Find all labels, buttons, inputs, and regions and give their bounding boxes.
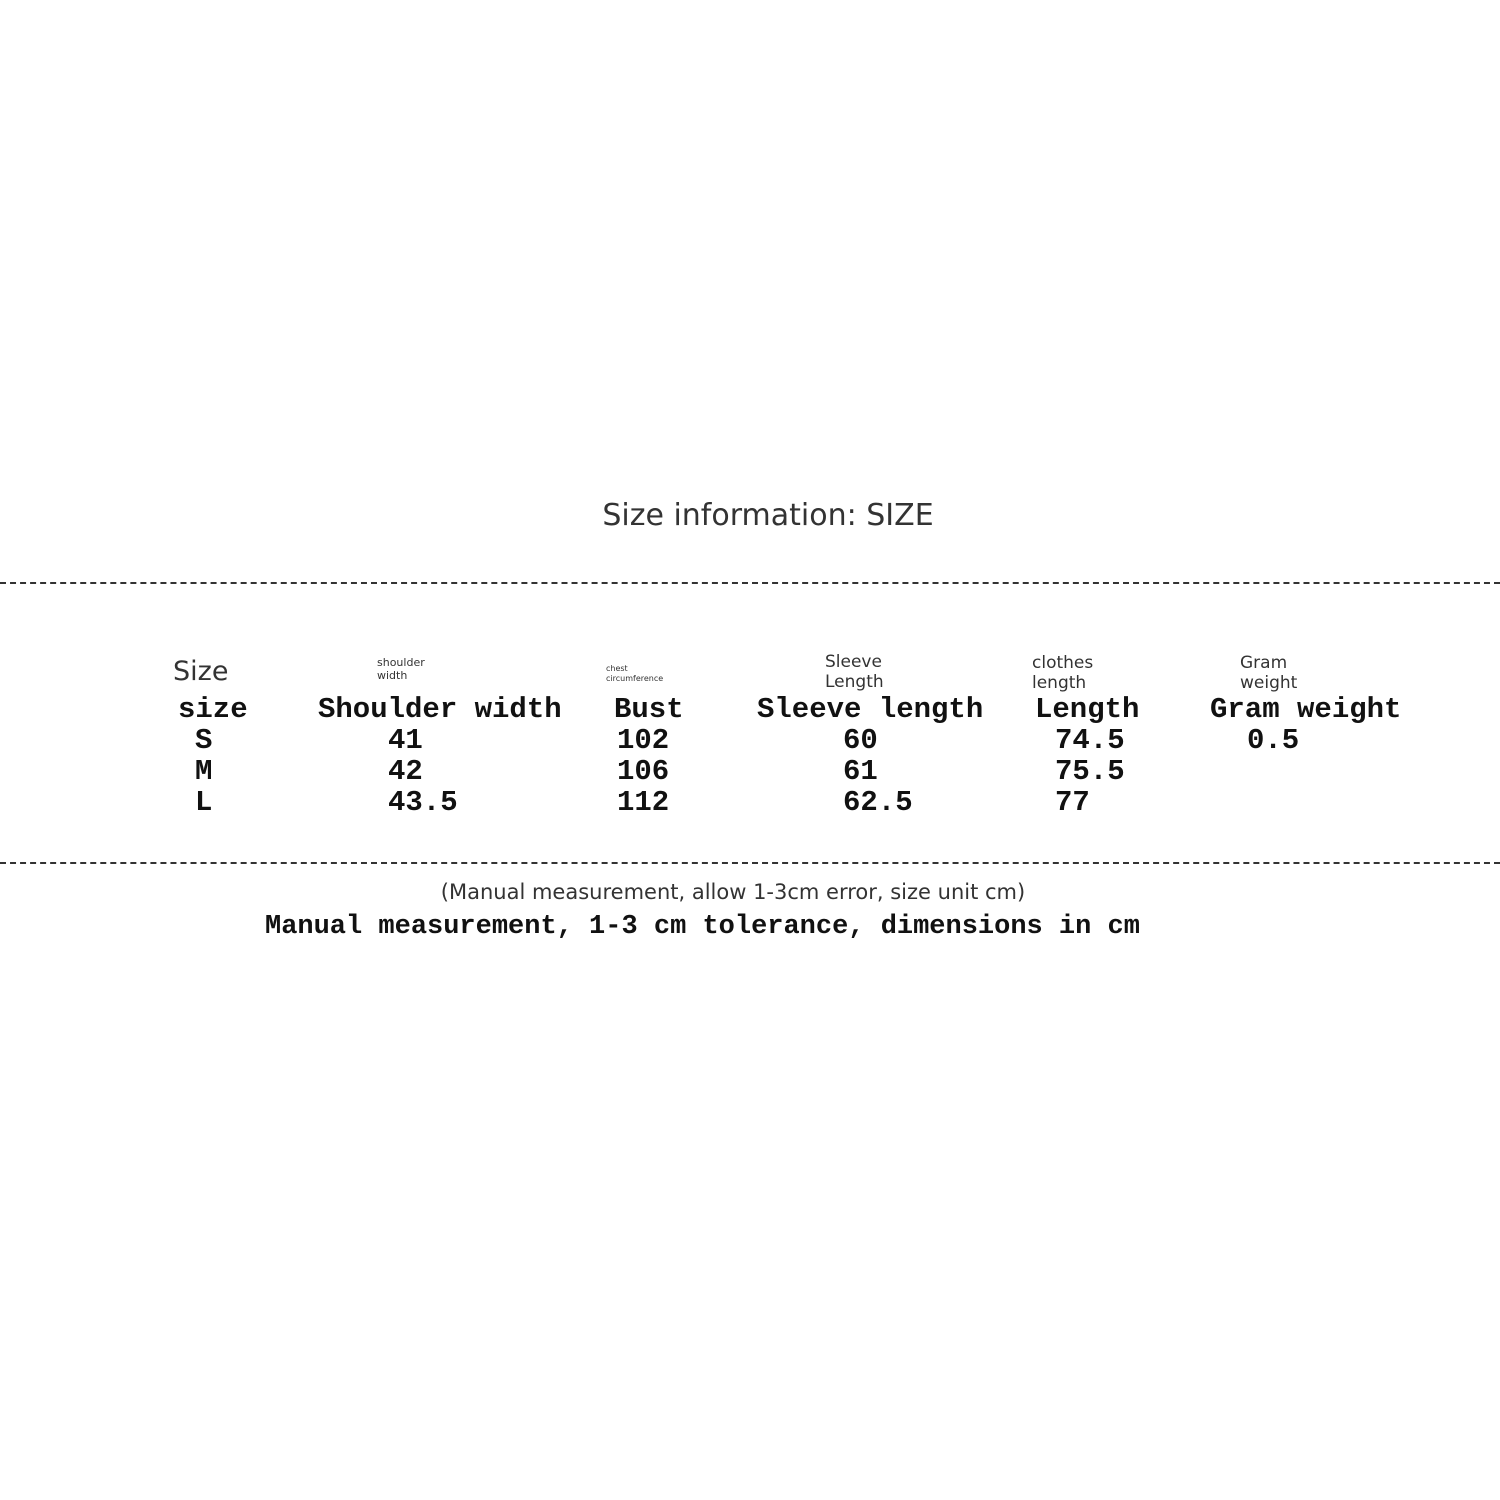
table-cell: S: [195, 724, 213, 757]
table-cell: 102: [617, 724, 670, 757]
header-size: size: [178, 693, 248, 726]
table-cell: M: [195, 755, 213, 788]
table-cell: 41: [388, 724, 423, 757]
table-cell: 0.5: [1247, 724, 1300, 757]
measurement-note: Manual measurement, 1-3 cm tolerance, dimensions in cm: [265, 912, 1140, 942]
table-cell: 112: [617, 786, 670, 819]
header-length: Length: [1035, 693, 1140, 726]
bottom-divider: [0, 862, 1500, 864]
sleeve-annotation: Sleeve Length: [825, 652, 884, 692]
header-sleeve-length: Sleeve length: [757, 693, 984, 726]
table-cell: 106: [617, 755, 670, 788]
table-cell: 60: [843, 724, 878, 757]
bust-annotation: chest circumference: [606, 664, 664, 683]
page-title: Size information: SIZE: [602, 498, 934, 533]
table-cell: 74.5: [1055, 724, 1125, 757]
size-annotation: Size: [173, 656, 229, 687]
weight-annotation: Gram weight: [1240, 653, 1298, 693]
measurement-note-small: (Manual measurement, allow 1-3cm error, size unit cm): [440, 880, 1026, 904]
shoulder-annotation: shoulder width: [377, 656, 425, 682]
table-cell: L: [195, 786, 213, 819]
top-divider: [0, 582, 1500, 584]
header-shoulder-width: Shoulder width: [318, 693, 562, 726]
table-cell: 42: [388, 755, 423, 788]
header-gram-weight: Gram weight: [1210, 693, 1402, 726]
table-cell: 61: [843, 755, 878, 788]
length-annotation: clothes length: [1032, 653, 1094, 693]
header-bust: Bust: [614, 693, 684, 726]
table-cell: 62.5: [843, 786, 913, 819]
table-cell: 77: [1055, 786, 1090, 819]
table-cell: 75.5: [1055, 755, 1125, 788]
table-cell: 43.5: [388, 786, 458, 819]
